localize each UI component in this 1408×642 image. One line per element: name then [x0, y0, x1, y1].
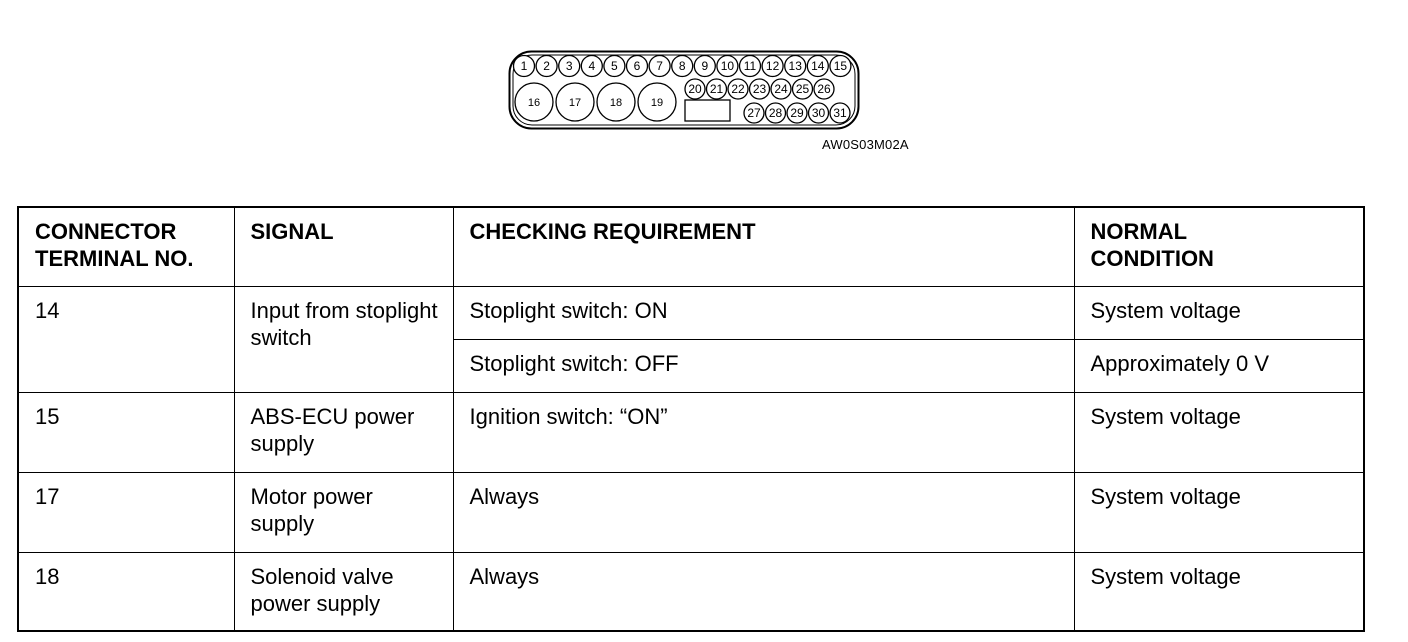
pin-label: 22 [731, 82, 745, 96]
requirement-cell: Always [453, 473, 1074, 553]
pin-label: 30 [811, 106, 826, 120]
pin-24 [771, 79, 791, 99]
pin-label: 31 [833, 106, 847, 120]
pins-mid-row [685, 79, 834, 99]
pin-27 [744, 103, 764, 123]
terminal-cell: 17 [18, 473, 234, 553]
pin-label: 3 [565, 59, 573, 73]
pin-label: 5 [611, 59, 618, 73]
pin-22 [728, 79, 748, 99]
pin-label: 14 [811, 59, 825, 73]
pin-19 [638, 83, 676, 121]
pin-label: 26 [817, 82, 831, 96]
pin-3 [559, 56, 580, 77]
table-row [18, 473, 1364, 553]
table-row [18, 287, 1364, 340]
condition-cell: System voltage [1074, 473, 1364, 553]
pins-large-row [515, 83, 676, 121]
pin-17 [556, 83, 594, 121]
pin-29 [787, 103, 807, 123]
pin-label: 15 [833, 59, 848, 73]
pin-label: 19 [650, 97, 664, 109]
terminal-cell: 18 [18, 553, 234, 631]
pin-label: 11 [743, 59, 757, 73]
pin-label: 9 [701, 59, 709, 73]
pin-label: 1 [520, 59, 528, 73]
pin-7 [649, 56, 670, 77]
connector-diagram [508, 50, 860, 130]
pin-label: 20 [688, 82, 702, 96]
pin-15 [830, 56, 851, 77]
terminal-spec-table [17, 206, 1365, 632]
signal-cell: ABS-ECU power supply [234, 393, 453, 473]
header-condition: NORMAL CONDITION [1074, 207, 1364, 287]
pin-5 [604, 56, 625, 77]
pins-bottom-row [744, 103, 850, 123]
pin-6 [627, 56, 648, 77]
pin-label: 23 [752, 82, 767, 96]
terminal-cell: 14 [18, 287, 234, 393]
signal-cell: Solenoid valve power supply [234, 553, 453, 631]
table-row [18, 393, 1364, 473]
requirement-cell: Ignition switch: “ON” [453, 393, 1074, 473]
condition-cell: Approximately 0 V [1074, 340, 1364, 393]
signal-cell: Input from stoplight switch [234, 287, 453, 393]
pin-23 [750, 79, 770, 99]
pin-16 [515, 83, 553, 121]
pin-8 [672, 56, 693, 77]
terminal-cell: 15 [18, 393, 234, 473]
condition-cell: System voltage [1074, 393, 1364, 473]
pin-11 [740, 56, 761, 77]
pin-label: 28 [768, 106, 783, 120]
connector-key-slot [685, 100, 730, 121]
signal-cell: Motor power supply [234, 473, 453, 553]
pin-31 [830, 103, 850, 123]
table-row [18, 553, 1364, 631]
pin-label: 16 [527, 97, 541, 109]
header-terminal: CONNECTOR TERMINAL NO. [18, 207, 234, 287]
condition-cell: System voltage [1074, 553, 1364, 631]
requirement-cell: Stoplight switch: ON [453, 287, 1074, 340]
pin-label: 10 [720, 59, 735, 73]
header-requirement: CHECKING REQUIREMENT [453, 207, 1074, 287]
pin-13 [785, 56, 806, 77]
pin-1 [514, 56, 535, 77]
pin-18 [597, 83, 635, 121]
pin-20 [685, 79, 705, 99]
pin-label: 25 [795, 82, 810, 96]
pin-label: 2 [543, 59, 550, 73]
requirement-cell: Stoplight switch: OFF [453, 340, 1074, 393]
pin-label: 18 [609, 97, 623, 109]
pin-25 [793, 79, 813, 99]
pins-top-row [514, 56, 851, 77]
requirement-cell: Always [453, 553, 1074, 631]
pin-label: 21 [709, 82, 724, 96]
pin-label: 17 [568, 97, 582, 109]
pin-2 [536, 56, 557, 77]
pin-label: 29 [790, 106, 804, 120]
pin-9 [694, 56, 715, 77]
pin-label: 6 [633, 59, 641, 73]
diagram-code: AW0S03M02A [822, 137, 909, 152]
pin-label: 7 [656, 59, 663, 73]
pin-label: 8 [678, 59, 686, 73]
table-header-row [18, 207, 1364, 287]
header-signal: SIGNAL [234, 207, 453, 287]
pin-label: 12 [765, 59, 780, 73]
pin-28 [766, 103, 786, 123]
pin-10 [717, 56, 738, 77]
pin-label: 27 [747, 106, 761, 120]
pin-label: 4 [588, 59, 596, 73]
pin-14 [807, 56, 828, 77]
pin-label: 13 [788, 59, 802, 73]
pin-12 [762, 56, 783, 77]
condition-cell: System voltage [1074, 287, 1364, 340]
pin-label: 24 [774, 82, 788, 96]
pin-30 [809, 103, 829, 123]
pin-4 [581, 56, 602, 77]
pin-21 [707, 79, 727, 99]
pin-26 [814, 79, 834, 99]
